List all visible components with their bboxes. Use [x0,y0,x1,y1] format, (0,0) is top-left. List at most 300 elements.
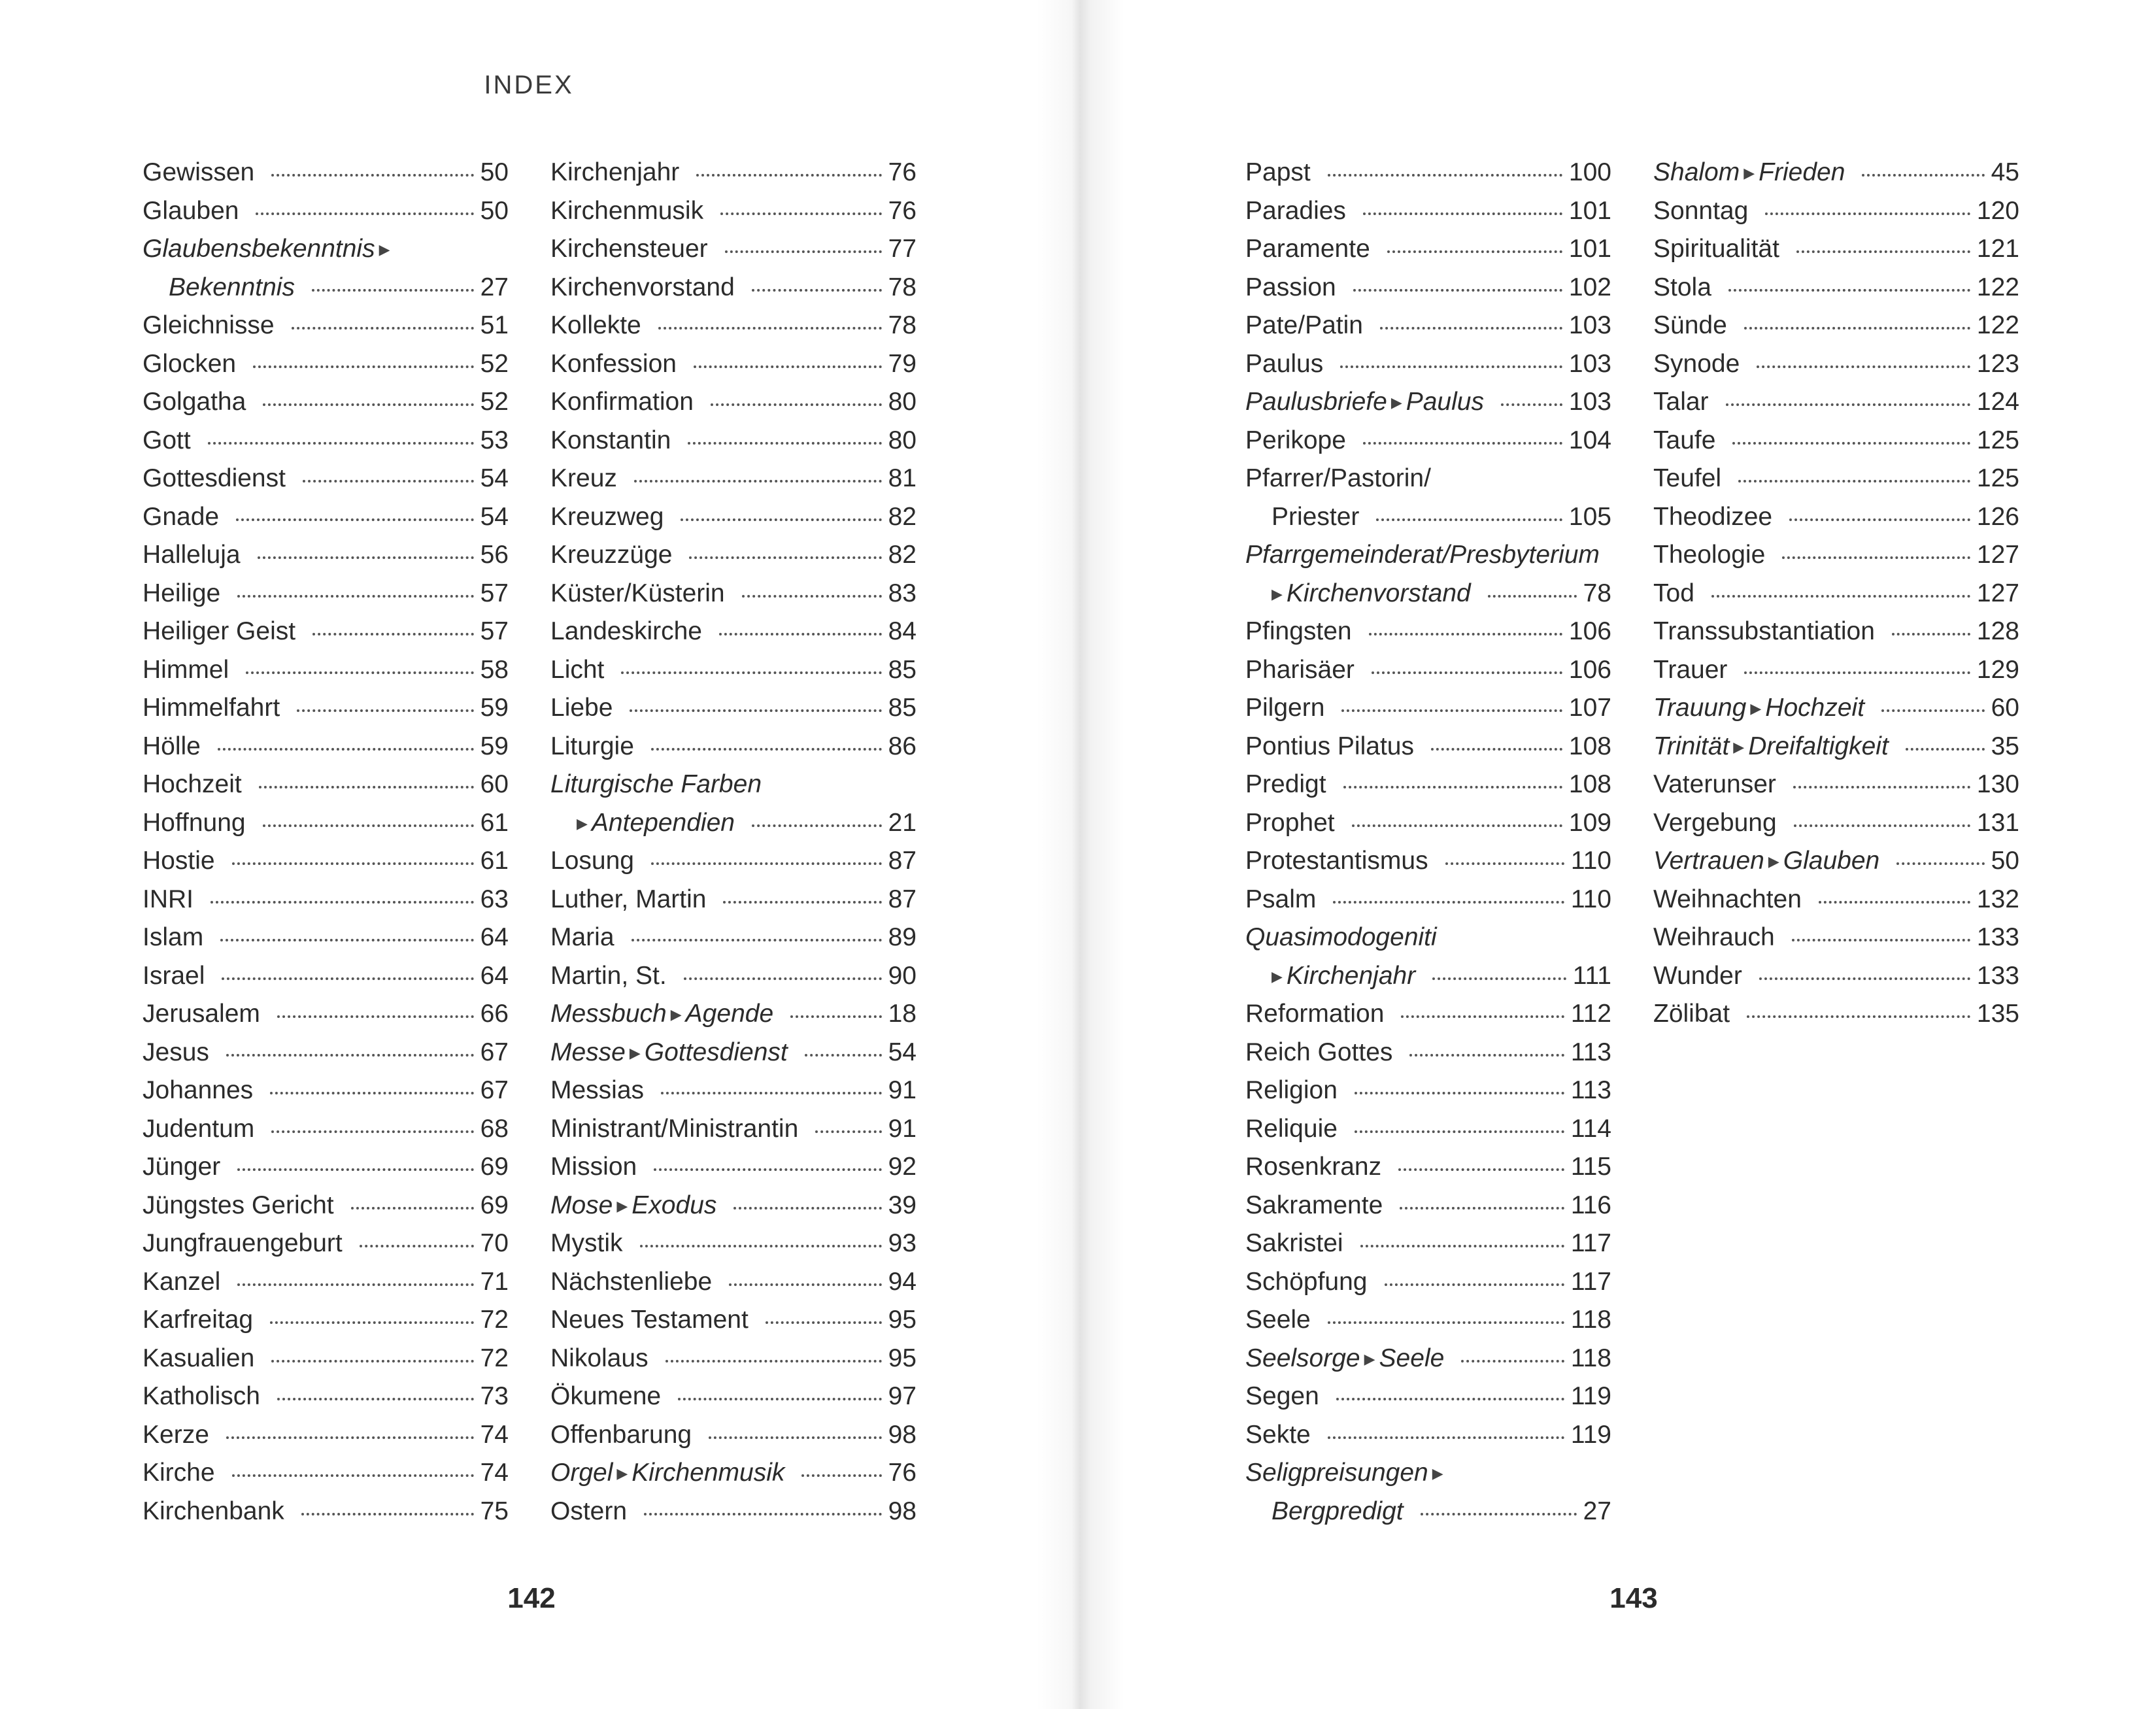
entry-term-text: Prophet [1245,808,1335,837]
entry-term [1245,422,1346,460]
entry-term-text: Konfession [550,349,677,378]
dot-leader [1376,518,1562,521]
entry-term-text: Trauer [1653,655,1728,684]
index-entry [1245,957,1611,996]
entry-term [550,460,617,498]
dot-leader [351,1207,474,1210]
dot-leader [1387,250,1562,253]
entry-term-text: Hoffnung [143,808,246,837]
index-entry [550,1340,917,1378]
dot-leader [208,442,474,445]
entry-page-number: 107 [1568,694,1611,722]
entry-term [550,1034,788,1073]
running-head: INDEX [484,71,574,99]
entry-term [143,536,241,575]
entry-term [1245,613,1352,651]
entry-cross-reference: Agende [685,1000,774,1028]
entry-page-number: 77 [888,235,917,263]
dot-leader [723,901,881,904]
entry-term-text: Neues Testament [550,1306,749,1334]
entry-page-number: 118 [1570,1344,1611,1372]
index-entry [1245,1110,1611,1149]
entry-page-number: 85 [888,655,917,684]
entry-page-number: 128 [1976,617,2019,645]
entry-term [143,957,205,996]
index-entry [143,689,509,728]
entry-term [1272,957,1415,996]
entry-page-number: 91 [888,1114,917,1143]
dot-leader [752,289,882,292]
index-entry [1245,728,1611,766]
entry-page-number: 110 [1570,847,1611,875]
entry-term [1245,1187,1383,1225]
entry-term [1245,307,1363,345]
entry-term-text: Ostern [550,1497,628,1525]
entry-page-number: 76 [888,1459,917,1487]
entry-term [550,154,679,192]
entry-page-number: 61 [480,847,509,875]
entry-term [1245,1301,1311,1340]
dot-leader [1738,480,1970,482]
entry-term-text: Stola [1653,273,1711,301]
entry-term [1653,995,1730,1034]
entry-page-number: 59 [480,732,509,760]
entry-term-text: Bergpredigt [1272,1497,1404,1525]
dot-leader [1793,786,1970,788]
entry-term-text: Kerze [143,1420,209,1449]
index-entry [550,689,917,728]
see-reference-arrow-icon: ▶ [1432,1465,1443,1481]
index-entry [143,154,509,192]
entry-page-number: 83 [888,579,917,607]
entry-term-text: Sakramente [1245,1191,1383,1219]
entry-term-text: Kirchenjahr [1286,961,1416,990]
index-entry [143,1110,509,1149]
dot-leader [640,1245,882,1247]
entry-term-text: Judentum [143,1114,255,1143]
entry-page-number: 84 [888,617,917,645]
entry-page-number: 67 [480,1038,509,1066]
entry-page-number: 98 [888,1497,917,1525]
entry-term [550,1301,749,1340]
index-entry [1653,728,2019,766]
entry-term-text: Kirchenjahr [550,158,680,186]
index-entry [550,536,917,575]
dot-leader [292,327,474,330]
entry-term-text: Papst [1245,158,1311,186]
entry-term-text: Halleluja [143,541,241,569]
entry-term [577,804,735,843]
entry-page-number: 57 [480,617,509,645]
dot-leader [1488,595,1577,598]
index-entry [1245,1263,1611,1302]
entry-page-number: 111 [1572,961,1611,990]
entry-term [550,881,706,919]
index-entry [1245,1493,1611,1531]
entry-term [550,1110,798,1149]
entry-term [1245,842,1428,881]
dot-leader [752,824,882,827]
dot-leader [1765,212,1970,215]
entry-term-text: Pharisäer [1245,655,1355,684]
entry-term-text: Theologie [1653,541,1766,569]
entry-page-number: 73 [480,1382,509,1410]
entry-term-text: Kasualien [143,1344,255,1372]
entry-page-number: 78 [1583,579,1611,607]
entry-page-number: 106 [1568,655,1611,684]
dot-leader [1896,862,1984,865]
entry-term-text: Vergebung [1653,808,1777,837]
dot-leader [1445,862,1564,865]
entry-term-text: Liturgie [550,732,634,760]
entry-term-text: Pfingsten [1245,617,1352,645]
entry-term [550,1416,692,1455]
index-entry [1245,307,1611,345]
dot-leader [766,1321,882,1324]
entry-term-text: Hostie [143,847,215,875]
entry-term [550,345,677,384]
entry-term-text: Kreuzweg [550,502,664,531]
entry-term-text: Ministrant/Ministrantin [550,1114,799,1143]
index-entry [1653,154,2019,192]
entry-cross-reference: Dreifaltigkeit [1748,732,1889,760]
index-entry [550,230,917,269]
entry-term [1653,307,1727,345]
index-entry [550,1187,917,1225]
dot-leader [1363,442,1562,445]
entry-term-text: Kirchenvorstand [550,273,735,301]
entry-term-text: Gott [143,426,191,454]
entry-page-number: 61 [480,808,509,837]
entry-term-text: Mose [550,1191,613,1219]
entry-term [1245,230,1370,269]
entry-term-text: Passion [1245,273,1336,301]
dot-leader [1819,901,1970,904]
index-entry [1245,1187,1611,1225]
index-entry [1245,1148,1611,1187]
entry-term-text: Messbuch [550,1000,667,1028]
see-reference-arrow-icon: ▶ [1733,738,1745,755]
entry-page-number: 82 [888,502,917,531]
entry-term [143,613,295,651]
entry-term-text: Trauung [1653,694,1747,722]
dot-leader [271,1360,473,1362]
index-entry [1245,422,1611,460]
index-entry [1653,536,2019,575]
entry-term [143,383,246,422]
dot-leader [1796,250,1970,253]
index-column-3 [1245,154,1611,1531]
entry-term [1245,804,1335,843]
see-reference-arrow-icon: ▶ [1390,394,1402,411]
entry-page-number: 132 [1976,885,2019,913]
entry-cross-reference: Kirchenmusik [632,1459,785,1487]
dot-leader [1906,748,1985,751]
entry-term [143,1378,260,1416]
dot-leader [1789,518,1970,521]
entry-page-number: 39 [888,1191,917,1219]
index-entry [143,307,509,345]
entry-term [1653,575,1694,613]
index-entry [1245,919,1611,957]
entry-term [1245,1263,1368,1302]
dot-leader [232,862,474,865]
entry-term [1245,919,1437,957]
index-entry [1653,651,2019,690]
entry-term-text: Transsubstantiation [1653,617,1875,645]
index-entry [1245,881,1611,919]
index-entry [143,1416,509,1455]
dot-leader [1421,1513,1577,1515]
entry-term [550,613,702,651]
entry-term [1272,498,1359,537]
index-entry [143,1034,509,1072]
entry-page-number: 79 [888,349,917,378]
entry-term [143,154,254,192]
entry-page-number: 94 [888,1267,917,1296]
entry-page-number: 122 [1976,273,2019,301]
index-entry [143,422,509,460]
entry-page-number: 100 [1568,158,1611,186]
index-entry [1245,498,1611,537]
entry-term-text: Liebe [550,694,613,722]
dot-leader [270,1321,474,1324]
entry-term [143,995,260,1034]
entry-page-number: 60 [1991,694,2019,722]
index-entry [1245,1416,1611,1455]
entry-term-text: Messias [550,1076,645,1104]
dot-leader [1328,174,1562,177]
entry-page-number: 67 [480,1076,509,1104]
entry-term-text: Synode [1653,349,1740,378]
entry-page-number: 97 [888,1382,917,1410]
entry-term [1245,383,1484,422]
index-entry [143,766,509,804]
entry-page-number: 130 [1976,770,2019,798]
entry-page-number: 103 [1568,349,1611,378]
index-entry [550,460,917,498]
entry-term-text: Gottesdienst [143,464,286,492]
index-entry [1245,154,1611,192]
entry-page-number: 52 [480,349,509,378]
entry-term-text: Kirchenvorstand [1286,579,1471,607]
entry-term [550,1187,716,1226]
entry-term-text: Himmelfahrt [143,694,280,722]
dot-leader [303,480,474,482]
index-entry [1653,957,2019,996]
entry-term [1245,995,1384,1034]
entry-term-text: Talar [1653,388,1709,416]
entry-term [143,460,286,498]
entry-page-number: 87 [888,885,917,913]
entry-term [1653,804,1777,843]
entry-term-text: Jesus [143,1038,209,1066]
entry-term [1272,1493,1404,1531]
entry-term [1245,766,1326,804]
entry-term [143,1263,220,1302]
index-entry [550,651,917,690]
dot-leader [1501,403,1562,406]
entry-term-text: Küster/Küsterin [550,579,725,607]
index-entry [550,1263,917,1302]
entry-term [143,1187,334,1225]
index-entry [1653,804,2019,843]
entry-term [1653,498,1772,537]
entry-term [1272,575,1471,614]
entry-term-text: INRI [143,885,194,913]
entry-term-text: Predigt [1245,770,1326,798]
entry-term-text: Israel [143,961,205,990]
dot-leader [1369,633,1562,635]
entry-term [550,230,708,269]
index-entry [143,345,509,384]
entry-term [143,1493,284,1531]
entry-term [550,1493,627,1531]
index-entry [550,1072,917,1110]
dot-leader [696,174,881,177]
entry-page-number: 103 [1568,388,1611,416]
index-entry [143,1378,509,1416]
entry-term-text: Seligpreisungen [1245,1459,1428,1487]
entry-page-number: 106 [1568,617,1611,645]
entry-page-number: 101 [1568,196,1611,225]
entry-cross-reference: Gottesdienst [644,1038,788,1066]
index-entry [143,383,509,422]
entry-term [1245,1416,1311,1455]
index-entry [1653,307,2019,345]
entry-page-number: 54 [480,502,509,531]
dot-leader [790,1015,881,1018]
index-entry [1653,613,2019,651]
dot-leader [1862,174,1984,177]
entry-page-number: 133 [1976,961,2019,990]
dot-leader [1744,671,1970,674]
index-entry [1245,230,1611,269]
dot-leader [1461,1360,1564,1362]
entry-term [1653,766,1776,804]
entry-page-number: 124 [1976,388,2019,416]
index-entry [550,766,917,804]
entry-page-number: 119 [1570,1420,1611,1449]
entry-page-number: 108 [1568,732,1611,760]
index-entry [1245,766,1611,804]
entry-page-number: 71 [480,1267,509,1296]
dot-leader [301,1513,474,1515]
entry-term [1653,154,1845,193]
entry-term-text: Antependien [591,808,735,837]
entry-term [1653,957,1742,996]
dot-leader [271,1130,473,1133]
dot-leader [258,556,474,559]
entry-term [550,995,773,1034]
entry-term [143,842,215,881]
entry-page-number: 127 [1976,579,2019,607]
index-entry [143,269,509,307]
dot-leader [733,1207,881,1210]
index-entry [1653,422,2019,460]
dot-leader [1360,1245,1564,1247]
index-entry [143,498,509,537]
dot-leader [1400,1207,1564,1210]
entry-term [143,498,219,537]
entry-term-text: Religion [1245,1076,1338,1104]
dot-leader [259,786,474,788]
dot-leader [1782,556,1970,559]
entry-term [1653,383,1709,422]
entry-page-number: 85 [888,694,917,722]
entry-term-text: Vaterunser [1653,770,1776,798]
entry-term-text: Ökumene [550,1382,662,1410]
see-reference-arrow-icon: ▶ [379,241,390,258]
entry-term-text: Islam [143,923,204,951]
index-entry [1245,1034,1611,1072]
dot-leader [312,633,474,635]
index-entry [550,995,917,1034]
entry-term [1245,192,1346,231]
dot-leader [1432,977,1566,980]
index-entry [1245,804,1611,843]
entry-page-number: 68 [480,1114,509,1143]
entry-term [143,1301,253,1340]
entry-term-text: Jüngstes Gericht [143,1191,334,1219]
dot-leader [263,824,474,827]
dot-leader [1355,1130,1564,1133]
index-entry [1245,1301,1611,1340]
entry-page-number: 114 [1570,1114,1611,1143]
entry-term-text: Zölibat [1653,1000,1730,1028]
index-entry [143,460,509,498]
entry-page-number: 93 [888,1229,917,1257]
entry-term-text: Pfarrer/Pastorin/ [1245,464,1431,492]
entry-page-number: 63 [480,885,509,913]
entry-term [143,230,394,269]
index-entry [1245,1340,1611,1378]
entry-term-text: Tod [1653,579,1694,607]
entry-page-number: 57 [480,579,509,607]
entry-term [143,422,191,460]
entry-term [550,766,762,804]
entry-term [1245,536,1600,575]
index-entry [143,957,509,996]
entry-term-text: Gewissen [143,158,255,186]
see-reference-arrow-icon: ▶ [577,815,588,832]
dot-leader [220,939,473,941]
index-entry [1653,460,2019,498]
entry-page-number: 102 [1568,273,1611,301]
entry-term [143,1148,220,1187]
entry-term [143,651,229,690]
index-entry [550,383,917,422]
entry-page-number: 69 [480,1191,509,1219]
index-entry [1653,766,2019,804]
dot-leader [709,1436,881,1439]
dot-leader [1711,595,1970,598]
entry-term-text: Trinität [1653,732,1730,760]
entry-term [550,957,667,996]
entry-term-text: Martin, St. [550,961,667,990]
dot-leader [1759,977,1970,980]
entry-page-number: 21 [888,808,917,837]
entry-term [143,766,242,804]
entry-term [143,1072,253,1110]
entry-term-text: Pilgern [1245,694,1325,722]
dot-leader [297,709,473,712]
entry-term-text: Pfarrgemeinderat/Presbyterium [1245,541,1600,569]
entry-term [143,1340,254,1378]
entry-term [1245,689,1324,728]
dot-leader [277,1015,474,1018]
dot-leader [271,174,473,177]
